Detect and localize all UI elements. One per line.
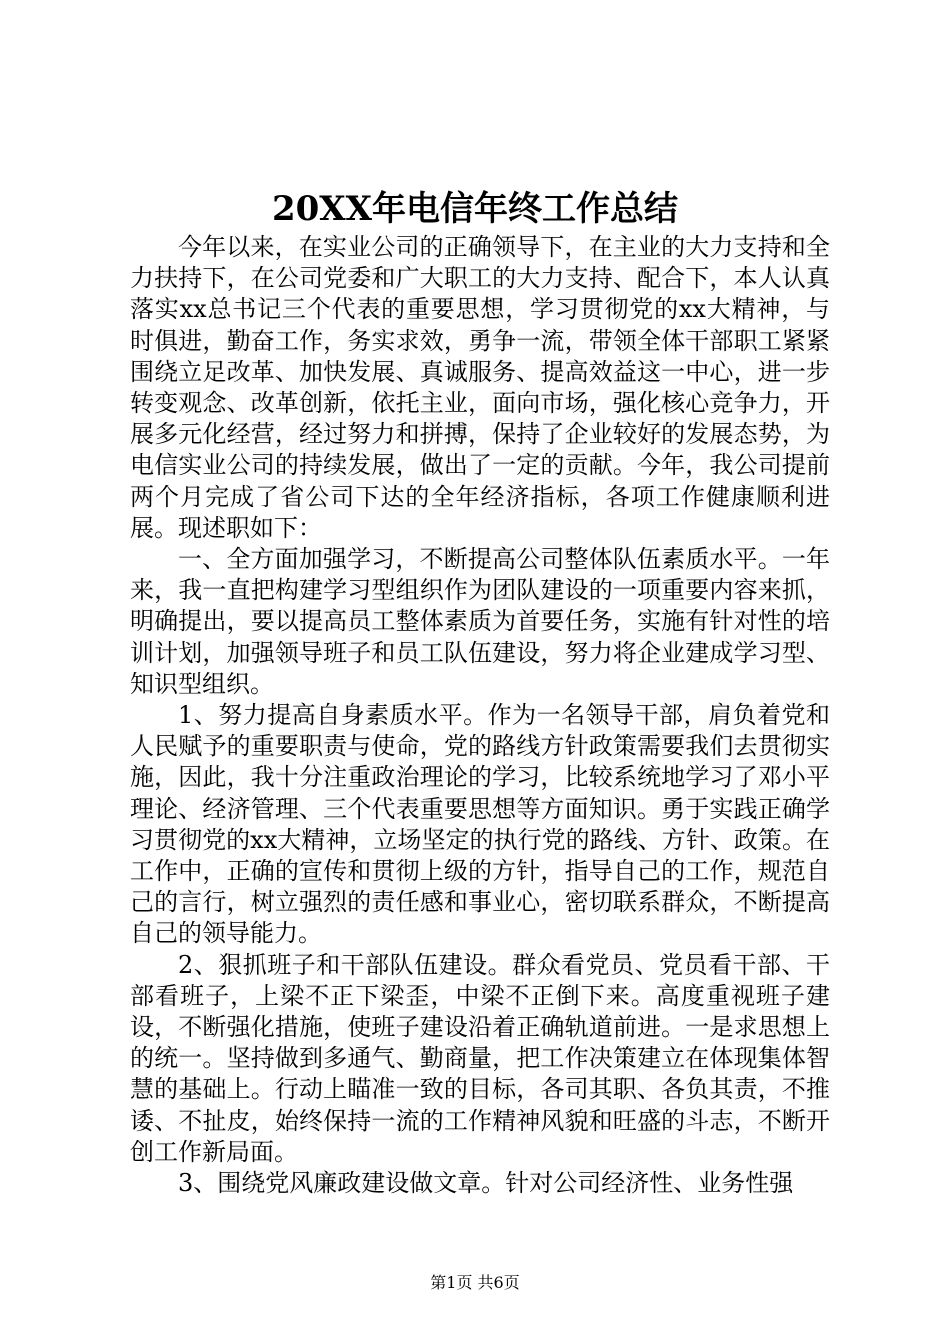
paragraph: 一、全方面加强学习，不断提高公司整体队伍素质水平。一年来，我一直把构建学习型组织作为团队建设的一项重要内容来抓，明确提出，要以提高员工整体素质为首要任务，实施有针对性的培训计划，加强领导班子和员工队伍建设，努力将企业建成学习型、知识型组织。 bbox=[130, 545, 830, 698]
document-body bbox=[130, 232, 830, 1199]
paragraph: 今年以来，在实业公司的正确领导下，在主业的大力支持和全力扶持下，在公司党委和广大职工的大力支持、配合下，本人认真落实xx总书记三个代表的重要思想，学习贯彻党的xx大精神，与时俱进，勤奋工作，务实求效，勇争一流，带领全体干部职工紧紧围绕立足改革、加快发展、真诚服务、提高效益这一中心，进一步转变观念、改革创新，依托主业，面向市场，强化核心竞争力，开展多元化经营，经过努力和拼搏，保持了企业较好的发展态势，为电信实业公司的持续发展，做出了一定的贡献。今年，我公司提前两个月完成了省公司下达的全年经济指标，各项工作健康顺利进展。现述职如下： bbox=[130, 233, 830, 542]
paragraph: 3、围绕党风廉政建设做文章。针对公司经济性、业务性强 bbox=[178, 1169, 794, 1198]
paragraph: 2、狠抓班子和干部队伍建设。群众看党员、党员看干部、干部看班子，上梁不正下梁歪，中梁不正倒下来。高度重视班子建设，不断强化措施，使班子建设沿着正确轨道前进。一是求思想上的统一。坚持做到多通气、勤商量，把工作决策建立在体现集体智慧的基础上。行动上瞄准一致的目标，各司其职、各负其责，不推诿、不扯皮，始终保持一流的工作精神风貌和旺盛的斗志，不断开创工作新局面。 bbox=[130, 950, 830, 1166]
page-title: 20XX年电信年终工作总结 bbox=[271, 189, 679, 229]
paragraph: 1、努力提高自身素质水平。作为一名领导干部，肩负着党和人民赋予的重要职责与使命，党的路线方针政策需要我们去贯彻实施，因此，我十分注重政治理论的学习，比较系统地学习了邓小平理论、经济管理、三个代表重要思想等方面知识。勇于实践正确学习贯彻党的xx大精神，立场坚定的执行党的路线、方针、政策。在工作中，正确的宣传和贯彻上级的方针，指导自己的工作，规范自己的言行，树立强烈的责任感和事业心，密切联系群众，不断提高自己的领导能力。 bbox=[130, 701, 830, 948]
page-footer: 第1页 共6页 bbox=[430, 1273, 520, 1292]
